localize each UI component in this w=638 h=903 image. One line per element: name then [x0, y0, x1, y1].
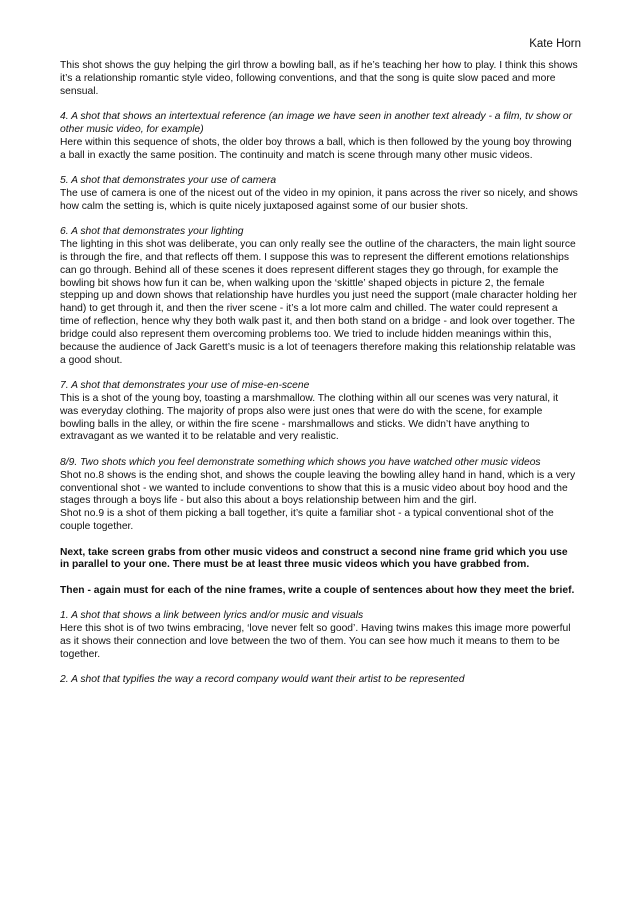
section-lyrics-visuals [60, 610, 578, 661]
section-answer: The lighting in this shot was deliberate, you can only really see the outline of the characters, the main light source is through the fire, and that reflects off them. I suppose this was to represent the different emotions relationships can go through. Behind all of these scenes it does represent different stages they go through, for example the bowling bit shows how fun it can be, when walking upon the ‘skittle’ shaped objects in picture 2, the female stepping up and down shows that relationship have hurdles you just need the support (male character holding her hand) to get through it, and then the river scene - it’s a lot more calm and chilled. The water could represent a time of reflection, hence why they both walk past it, and then both stand on a bridge - and look over together. The bridge could also represent them overcoming problems too. We tried to include hidden meanings within this, because the audience of Jack Garett’s music is a lot of teenagers therefore making this relationship relatable was a good shout. [60, 239, 577, 366]
author-name: Kate Horn [529, 38, 581, 50]
section-question: 5. A shot that demonstrates your use of camera [60, 175, 277, 187]
section-question: 8/9. Two shots which you feel demonstrate something which shows you have watched other music videos [60, 456, 541, 468]
section-answer: This is a shot of the young boy, toasting a marshmallow. The clothing within all our scenes was very natural, it was everyday clothing. The majority of props also were just ones that were do with the scene, for example bowling balls in the alley, or within the fire scene - marshmallows and sticks. We didn’t have anything to extravagant as we wanted it to be relatable and very realistic. [60, 392, 559, 443]
paragraph-text: This shot shows the guy helping the girl throw a bowling ball, as if he’s teaching her how to play. I think this shows it’s a relationship romantic style video, following conventions, and that the song is quite slow paced and more sensual. [60, 60, 578, 97]
section-mise-en-scene [60, 380, 578, 444]
section-question: 4. A shot that shows an intertextual reference (an image we have seen in another text already - a film, tv show or other music video, for example) [60, 111, 573, 135]
section-question: 7. A shot that demonstrates your use of mise-en-scene [60, 380, 310, 392]
section-answer-continued: Shot no.9 is a shot of them picking a ball together, it’s quite a familiar shot - a typical conventional shot of the couple together. [60, 508, 554, 533]
section-answer: Here this shot is of two twins embracing, ‘love never felt so good’. Having twins makes this image more powerful as it shows their connection and love between the two of them. You can see how much it means to them to be together. [60, 623, 571, 660]
section-answer: Shot no.8 shows is the ending shot, and shows the couple leaving the bowling alley hand in hand, which is a very conventional shot - we wanted to include conventions to show that this is a music video about boy hood and the stages through a boys life - but also this about a boys relationship between him and the girl. [60, 469, 576, 507]
section-answer: The use of camera is one of the nicest out of the video in my opinion, it pans across the river so nicely, and shows how calm the setting is, which is quite nicely juxtaposed against some of our busier shots. [60, 187, 578, 212]
section-record-company [60, 674, 578, 687]
section-other-videos [60, 457, 578, 534]
intro-paragraph [60, 60, 578, 99]
document-body [60, 60, 578, 700]
section-question: 1. A shot that shows a link between lyrics and/or music and visuals [60, 610, 364, 622]
section-camera [60, 175, 578, 214]
instruction-write-sentences: Then - again must for each of the nine frames, write a couple of sentences about how they meet the brief. [60, 584, 575, 596]
section-lighting [60, 226, 578, 367]
section-question: 2. A shot that typifies the way a record company would want their artist to be represented [60, 674, 465, 686]
section-intertextual [60, 111, 578, 162]
section-question: 6. A shot that demonstrates your lighting [60, 226, 244, 238]
instruction-screen-grabs: Next, take screen grabs from other music videos and construct a second nine frame grid which you use in parallel to your one. There must be at least three music videos which you have grabbed from. [60, 546, 568, 571]
section-answer: Here within this sequence of shots, the older boy throws a ball, which is then followed by the young boy throwing a ball in exactly the same position. The continuity and match is scene through many other music videos. [60, 136, 572, 161]
